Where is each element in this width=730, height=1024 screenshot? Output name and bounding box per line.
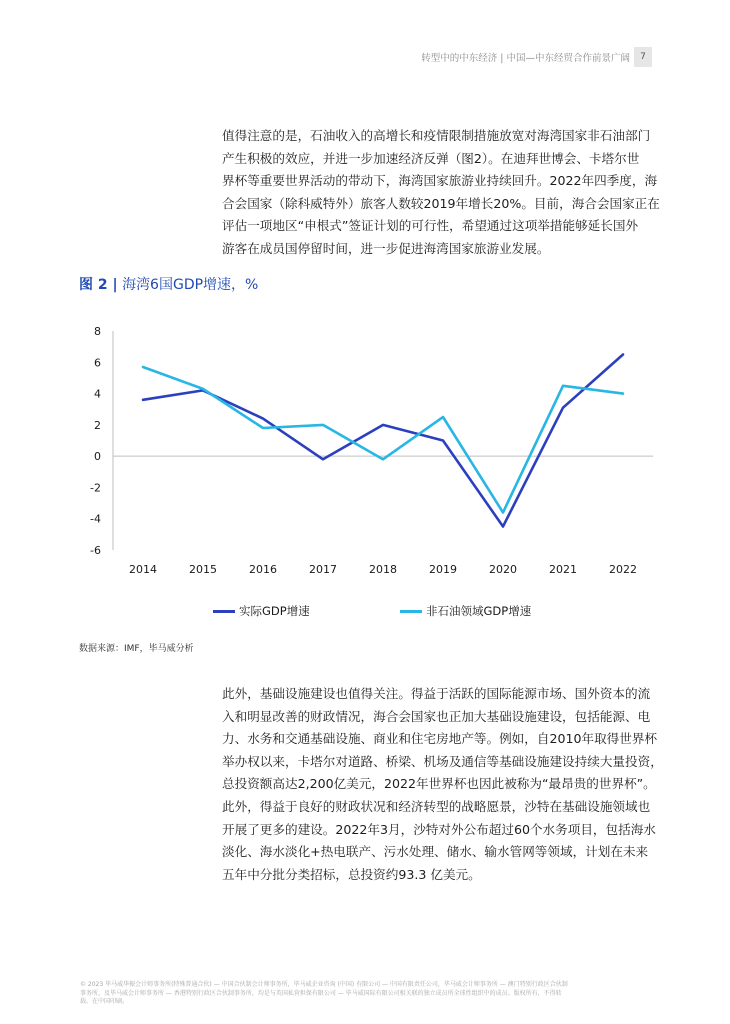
paragraph-line: 此外，得益于良好的财政状况和经济转型的战略愿景，沙特在基础设施领域也 [222, 798, 651, 814]
x-tick-label: 2020 [489, 563, 517, 576]
x-tick-label: 2019 [429, 563, 457, 576]
page-header [0, 47, 730, 67]
paragraph-line: 此外，基础设施建设也值得关注。得益于活跃的国际能源市场、国外资本的流 [222, 686, 651, 701]
paragraph-line: 界杯等重要世界活动的带动下，海湾国家旅游业持续回升。2022年四季度，海 [222, 173, 658, 189]
legend-label-non-oil-gdp: 非石油领域GDP增速 [426, 604, 532, 618]
legend-swatch-real-gdp [213, 610, 235, 613]
paragraph-line: 评估一项地区“申根式”签证计划的可行性，希望通过这项举措能够延长国外 [222, 218, 639, 234]
x-tick-label: 2022 [609, 563, 637, 576]
footer-line: 载。在中国印刷。 [80, 998, 129, 1005]
y-tick-label: 8 [94, 325, 101, 338]
legend-item-non-oil-gdp [400, 603, 531, 619]
series-line-non-oil-gdp [143, 367, 623, 513]
figure-title [79, 274, 258, 294]
paragraph-line: 淡化、海水淡化+热电联产、污水处理、储水、输水管网等领域，计划在未来 [222, 844, 649, 860]
series-line-real-gdp [143, 355, 623, 527]
x-tick-label: 2016 [249, 563, 277, 576]
y-tick-label: -6 [90, 544, 101, 557]
legend-item-real-gdp [213, 603, 310, 619]
figure-caption: 海湾6国GDP增速，% [122, 277, 259, 293]
paragraph-line: 力、水务和交通基础设施、商业和住宅房地产等。例如，自2010年取得世界杯 [222, 731, 658, 747]
paragraph-line: 合会国家（除科威特外）旅客人数较2019年增长20%。目前，海合会国家正在 [222, 195, 660, 211]
paragraph-line: 入和明显改善的财政情况，海合会国家也正加大基础设施建设，包括能源、电 [222, 708, 651, 724]
paragraph-line: 总投资额高达2,200亿美元，2022年世界杯也因此被称为“最昂贵的世界杯”。 [222, 776, 656, 792]
x-tick-label: 2015 [189, 563, 217, 576]
y-tick-label: 6 [94, 356, 101, 370]
legend-label-real-gdp: 实际GDP增速 [239, 604, 310, 618]
footer-line: © 2023 毕马威华振会计师事务所(特殊普通合伙) — 中国合伙制会计师事务所，毕马威企业咨询 (中国) 有限公司 — 中国有限责任公司，毕马威会计师事务所 — 澳门特别行政区合伙制 [80, 981, 568, 988]
y-tick-label: 0 [94, 450, 101, 464]
x-tick-label: 2017 [309, 563, 337, 576]
paragraph-line: 开展了更多的建设。2022年3月，沙特对外公布超过60个水务项目，包括海水 [222, 821, 656, 837]
y-tick-label: 4 [94, 387, 101, 401]
x-tick-label: 2021 [549, 563, 577, 576]
copyright-footer [80, 981, 660, 1007]
paragraph-line: 产生积极的效应，并进一步加速经济反弹（图2）。在迪拜世博会、卡塔尔世 [222, 150, 640, 166]
y-tick-label: 2 [94, 418, 101, 432]
paragraph-line: 游客在成员国停留时间，进一步促进海湾国家旅游业发展。 [222, 240, 550, 256]
x-tick-label: 2014 [129, 563, 157, 576]
page-number: 7 [634, 47, 652, 67]
paragraph-tourism [222, 125, 662, 261]
y-tick-label: -2 [90, 481, 101, 495]
paragraph-line: 值得注意的是，石油收入的高增长和疫情限制措施放宽对海湾国家非石油部门 [222, 128, 651, 143]
paragraph-line: 五年中分批分类招标，总投资约93.3 亿美元。 [222, 866, 481, 882]
paragraph-line: 举办权以来，卡塔尔对道路、桥梁、机场及通信等基础设施建设持续大量投资， [222, 753, 663, 769]
figure-label: 图 2 | [79, 277, 118, 293]
legend-swatch-non-oil-gdp [400, 610, 422, 613]
header-title: 转型中的中东经济 | 中国—中东经贸合作前景广阔 [421, 53, 630, 64]
y-tick-label: -4 [90, 512, 101, 526]
footer-line: 事务所，及毕马威会计师事务所 — 香港特别行政区合伙制事务所，均是与英国私营担保有限公司 — 毕马威国际有限公司相关联的独立成员所全球性组织中的成员。版权所有，不得转 [80, 989, 562, 997]
paragraph-infrastructure [222, 683, 664, 886]
data-source-note: 数据来源：IMF，毕马威分析 [79, 644, 194, 654]
x-tick-label: 2018 [369, 563, 397, 576]
gdp-line-chart [79, 318, 669, 588]
